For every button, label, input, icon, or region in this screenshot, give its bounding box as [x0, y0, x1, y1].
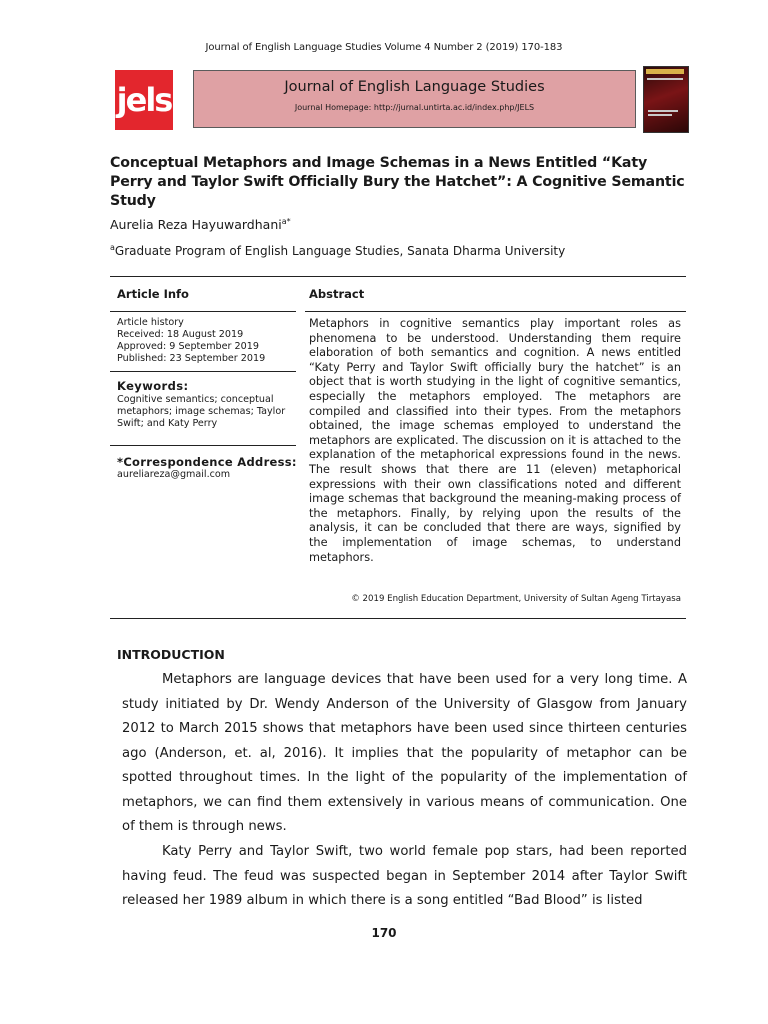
- running-header: Journal of English Language Studies Volume 4 Number 2 (2019) 170-183: [205, 42, 563, 53]
- introduction-paragraph-2: Katy Perry and Taylor Swift, two world female pop stars, had been reported having feud. The feud was suspected began in September 2014 after Taylor Swift released her 1989 album in which there is a song entitled “Bad Blood” is listed: [122, 844, 687, 908]
- affiliation: Graduate Program of English Language Studies, Sanata Dharma University: [114, 244, 566, 258]
- journal-title: Journal of English Language Studies: [284, 79, 545, 95]
- journal-homepage: Journal Homepage: http://jurnal.untirta.ac.id/index.php/JELS: [294, 103, 535, 112]
- author-name: Aurelia Reza Hayuwardhani: [110, 217, 282, 233]
- divider-keywords: [110, 371, 296, 372]
- article-history: [117, 317, 297, 365]
- cover-decoration: [648, 110, 678, 112]
- journal-cover-image: [643, 66, 689, 133]
- divider-correspondence: [110, 445, 296, 446]
- divider-info: [110, 311, 296, 312]
- approved-date: Approved: 9 September 2019: [117, 341, 259, 352]
- divider-bottom: [110, 618, 686, 619]
- history-label: Article history: [117, 317, 184, 328]
- introduction-heading: INTRODUCTION: [117, 647, 225, 662]
- affiliation-superscript: a: [110, 243, 115, 252]
- cover-decoration: [646, 69, 684, 74]
- paper-title: Conceptual Metaphors and Image Schemas in a News Entitled “Katy Perry and Taylor Swift Officially Bury the Hatchet”: A Cognitive Semantic Study: [110, 155, 685, 209]
- keywords: Cognitive semantics; conceptual metaphors; image schemas; Taylor Swift; and Katy Perry: [117, 394, 286, 429]
- author-line: [110, 217, 291, 232]
- article-info-heading: Article Info: [117, 287, 189, 301]
- correspondence-label: *Correspondence Address:: [117, 455, 297, 469]
- affiliation-line: [110, 243, 565, 258]
- abstract-heading: Abstract: [309, 287, 365, 301]
- author-superscript: a*: [281, 217, 291, 226]
- abstract-text: Metaphors in cognitive semantics play important roles as phenomena to be understood. Understanding them require elaboration of both semantics and cognition. A news entitled “Katy Perry and Taylor Swift officially bury the hatchet” is an object that is worth studying in the light of cognitive semantics, especially the metaphors employed. The metaphors are compiled and classified into their types. From the metaphors obtained, the image schemas employed to understand the metaphors are explicated. The discussion on it is attached to the explanation of the metaphorical expressions found in the news. The result shows that there are 11 (eleven) metaphorical expressions with their own classifications noted and different image schemas that background the meaning-making process of the metaphors. Finally, by relying upon the results of the analysis, it can be concluded that there are ways, signified by the implementation of image schemas, to understand metaphors.: [309, 317, 681, 564]
- correspondence-email[interactable]: aureliareza@gmail.com: [117, 469, 231, 480]
- cover-decoration: [648, 114, 672, 116]
- jels-logo: jels: [115, 70, 173, 130]
- divider-top: [110, 276, 686, 277]
- page-number: 170: [371, 926, 397, 940]
- divider-abstract: [305, 311, 686, 312]
- copyright-notice: © 2019 English Education Department, University of Sultan Ageng Tirtayasa: [351, 594, 681, 604]
- keywords-label: Keywords:: [117, 379, 189, 393]
- received-date: Received: 18 August 2019: [117, 329, 244, 340]
- cover-decoration: [647, 78, 683, 80]
- introduction-paragraph-1: Metaphors are language devices that have been used for a very long time. A study initiated by Dr. Wendy Anderson of the University of Glasgow from January 2012 to March 2015 shows that metaphors have been used since thirteen centuries ago (Anderson, et. al, 2016). It implies that the popularity of metaphor can be spotted throughout times. In the light of the popularity of the implementation of metaphors, we can find them extensively in various means of communication. One of them is through news.: [122, 672, 687, 834]
- published-date: Published: 23 September 2019: [117, 353, 266, 364]
